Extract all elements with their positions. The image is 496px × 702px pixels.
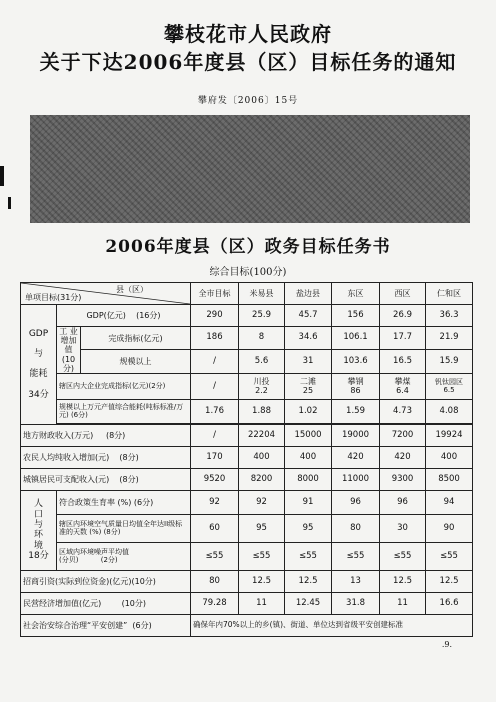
cell: 19000	[332, 424, 380, 446]
table-row-air	[21, 514, 473, 542]
cell: 90	[426, 514, 473, 542]
cell: 15.9	[426, 350, 473, 373]
table-row-industry-above	[21, 350, 473, 373]
cell: 170	[191, 446, 239, 468]
cell: 1.88	[239, 399, 285, 423]
cell: 186	[191, 327, 239, 350]
security-requirement: 确保年内70%以上的乡(镇)、街道、单位达到省级平安创建标准	[191, 614, 473, 636]
cell: 12.45	[285, 592, 332, 614]
cell: 45.7	[285, 305, 332, 327]
group-label: 环	[33, 530, 43, 541]
cell: 4.08	[426, 399, 473, 423]
row-label: GDP(亿元) (16分)	[57, 305, 191, 327]
noise-label: 区域内环境噪声平均值	[59, 548, 129, 557]
cell: 80	[332, 514, 380, 542]
scan-mark	[0, 166, 4, 186]
cell: 80	[191, 570, 239, 592]
cell: 8	[239, 327, 285, 350]
row-label: 规模以上万元产值综合能耗(吨标标准/万元) (6分)	[57, 399, 191, 423]
cell: 31.8	[332, 592, 380, 614]
table-row-private	[21, 592, 473, 614]
cell: 1.59	[332, 399, 380, 423]
cell: 36.3	[426, 305, 473, 327]
cell: 12.5	[239, 570, 285, 592]
row-label	[57, 542, 191, 570]
cell: 60	[191, 514, 239, 542]
cell: 12.5	[426, 570, 473, 592]
industry-group-cell	[57, 327, 81, 374]
cell: /	[191, 424, 239, 446]
cell: /	[191, 350, 239, 373]
group-label: GDP	[28, 328, 49, 339]
cell: 26.9	[380, 305, 426, 327]
corner-county-label: 县（区）	[116, 285, 149, 294]
table-row-tier	[21, 373, 473, 399]
row-label: 民营经济增加值(亿元) (10分)	[21, 592, 191, 614]
cell: 19924	[426, 424, 473, 446]
cell: 11	[239, 592, 285, 614]
cell: 34.6	[285, 327, 332, 350]
row-label: 社会治安综合治理“平安创建” (6分)	[21, 614, 191, 636]
cell: 290	[191, 305, 239, 327]
cell: 92	[239, 490, 285, 514]
cell: 17.7	[380, 327, 426, 350]
notice-title-line1: 攀枝花市人民政府	[164, 22, 332, 46]
table-row-noise	[21, 542, 473, 570]
table-row-gdp	[21, 305, 473, 327]
cell: 106.1	[332, 327, 380, 350]
cell: 1.76	[191, 399, 239, 423]
cell: 4.73	[380, 399, 426, 423]
cell: 15000	[285, 424, 332, 446]
row-label: 符合政策生育率 (%) (6分)	[57, 490, 191, 514]
table-row-security	[21, 614, 473, 636]
table-row-energy	[21, 399, 473, 423]
cell: 二滩 25	[285, 373, 332, 399]
table-row-industry-complete	[21, 327, 473, 350]
cell: ≤55	[380, 542, 426, 570]
row-label: 地方财政收入(万元) (8分)	[21, 424, 191, 446]
group-label: 增加值	[60, 336, 77, 355]
noise-sub: (分贝) (2分)	[59, 556, 118, 565]
document-title: 2006年度县（区）政务目标任务书	[105, 237, 391, 257]
cell: 12.5	[380, 570, 426, 592]
cell: 钒钛园区 6.5	[426, 373, 473, 399]
cell: 95	[285, 514, 332, 542]
population-environment-group-cell	[21, 490, 57, 570]
group-label: 境	[33, 540, 43, 551]
row-label: 农民人均纯收入增加(元) (8分)	[21, 446, 191, 468]
cell: 95	[239, 514, 285, 542]
cell: 攀煤 6.4	[380, 373, 426, 399]
cell: 30	[380, 514, 426, 542]
cell: 420	[380, 446, 426, 468]
cell: 96	[332, 490, 380, 514]
cell: 11000	[332, 468, 380, 490]
cell: 400	[285, 446, 332, 468]
row-label: 招商引资(实际到位资金)(亿元)(10分)	[21, 570, 191, 592]
table-row-invest	[21, 570, 473, 592]
cell: 9300	[380, 468, 426, 490]
table-row-urban	[21, 468, 473, 490]
cell: 9520	[191, 468, 239, 490]
row-label: 规模以上	[81, 350, 191, 373]
cell: 8000	[285, 468, 332, 490]
group-score: 18分	[28, 551, 49, 562]
cell: 1.02	[285, 399, 332, 423]
group-label: 人	[33, 499, 43, 510]
cell: 96	[380, 490, 426, 514]
cell: 92	[191, 490, 239, 514]
cell: 31	[285, 350, 332, 373]
cell: 79.28	[191, 592, 239, 614]
row-label: 完成指标(亿元)	[81, 327, 191, 350]
cell: ≤55	[332, 542, 380, 570]
group-label: 与	[33, 520, 43, 531]
cell: ≤55	[285, 542, 332, 570]
group-label: 工 业	[59, 327, 78, 336]
corner-header-cell	[21, 283, 191, 305]
page-number: .9.	[441, 640, 452, 649]
table-row-birth	[21, 490, 473, 514]
cell: 12.5	[285, 570, 332, 592]
group-label: 与	[33, 349, 43, 360]
cell: 400	[426, 446, 473, 468]
cell: 103.6	[332, 350, 380, 373]
cell: 91	[285, 490, 332, 514]
document-subtitle: 综合目标(100分)	[209, 267, 287, 278]
group-label: 能耗	[29, 369, 48, 380]
cell: 400	[239, 446, 285, 468]
group-label: 口	[33, 509, 43, 520]
cell: 420	[332, 446, 380, 468]
cell: ≤55	[239, 542, 285, 570]
cell: 7200	[380, 424, 426, 446]
cell: 13	[332, 570, 380, 592]
table-row-fiscal	[21, 424, 473, 446]
corner-item-label: 单项目标(31分)	[25, 292, 82, 302]
row-label: 城镇居民可支配收入(元) (8分)	[21, 468, 191, 490]
gdp-energy-group-cell	[21, 305, 57, 425]
header-row	[21, 283, 473, 305]
cell: ≤55	[191, 542, 239, 570]
cell: 16.6	[426, 592, 473, 614]
table-row-farmer	[21, 446, 473, 468]
cell: 8500	[426, 468, 473, 490]
scan-mark	[8, 197, 11, 209]
column-header: 盐边县	[285, 283, 332, 305]
group-score: 34分	[28, 389, 49, 400]
redacted-text-block	[30, 115, 470, 223]
cell: 5.6	[239, 350, 285, 373]
column-header: 东区	[332, 283, 380, 305]
cell: 川投 2.2	[239, 373, 285, 399]
cell: 94	[426, 490, 473, 514]
cell: 攀钢 86	[332, 373, 380, 399]
cell: 156	[332, 305, 380, 327]
cell: 16.5	[380, 350, 426, 373]
column-header: 仁和区	[426, 283, 473, 305]
group-score: (10分)	[61, 354, 76, 373]
target-table	[20, 282, 473, 637]
row-label: 辖区内大企业完成指标(亿元)(2分)	[57, 373, 191, 399]
cell: 8200	[239, 468, 285, 490]
cell: ≤55	[426, 542, 473, 570]
row-label: 辖区内环境空气质量日均值全年达II级标准的天数 (%) (8分)	[57, 514, 191, 542]
column-header: 米易县	[239, 283, 285, 305]
cell: 11	[380, 592, 426, 614]
cell: 25.9	[239, 305, 285, 327]
column-header: 西区	[380, 283, 426, 305]
column-header: 全市目标	[191, 283, 239, 305]
document-number: 攀府发〔2006〕15号	[197, 96, 299, 106]
cell: 21.9	[426, 327, 473, 350]
notice-title-line2: 关于下达2006年度县（区）目标任务的通知	[39, 50, 457, 74]
cell: /	[191, 373, 239, 399]
cell: 22204	[239, 424, 285, 446]
